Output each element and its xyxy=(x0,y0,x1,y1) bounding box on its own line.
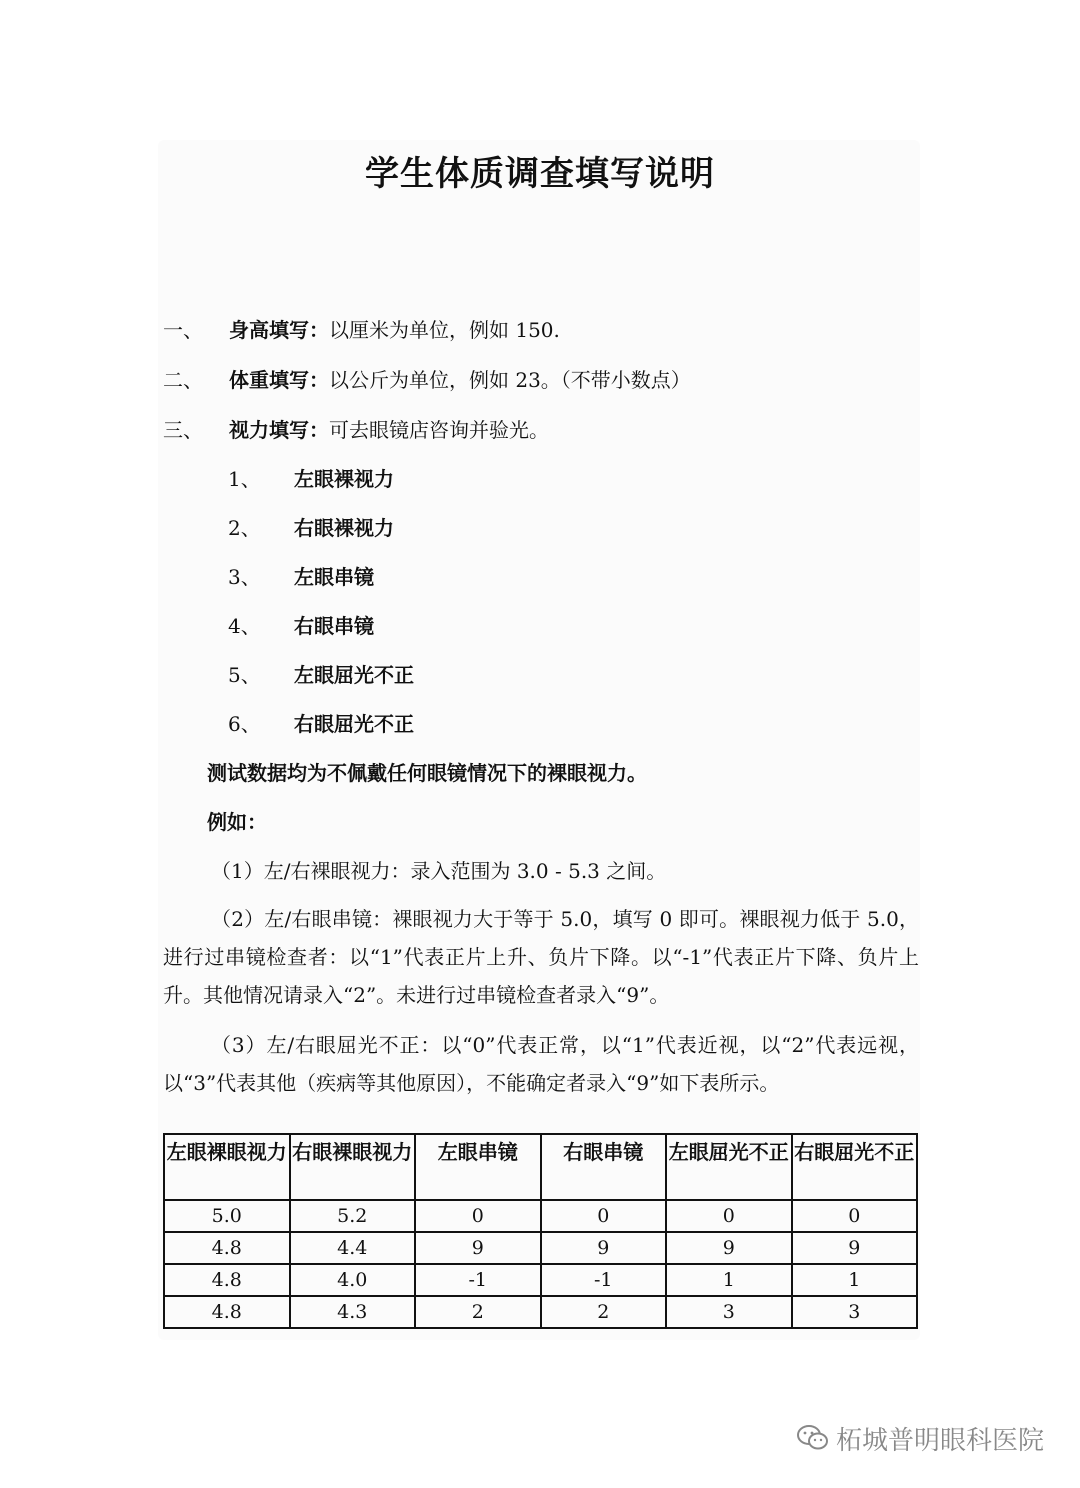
table-row xyxy=(164,1264,917,1296)
section-number: 一、 xyxy=(163,318,203,342)
item-text: 右眼裸视力 xyxy=(294,516,394,540)
table-header: 右眼串镜 xyxy=(541,1134,667,1200)
page-title: 学生体质调查填写说明 xyxy=(365,154,715,194)
table-row xyxy=(164,1232,917,1264)
table-header: 右眼裸眼视力 xyxy=(290,1134,416,1200)
item-text: 右眼串镜 xyxy=(294,614,374,638)
section-label: 体重填写： xyxy=(229,368,329,392)
item-number: 3、 xyxy=(228,565,261,589)
table-cell: 4.8 xyxy=(164,1232,290,1264)
paragraph-range: （1）左/右裸眼视力：录入范围为 3.0 - 5.3 之间。 xyxy=(211,859,667,883)
table-cell: 2 xyxy=(415,1296,541,1328)
section-text: 以公斤为单位，例如 23。（不带小数点） xyxy=(329,368,691,392)
note-text: 测试数据均为不佩戴任何眼镜情况下的裸眼视力。 xyxy=(207,761,647,785)
table-header: 右眼屈光不正 xyxy=(792,1134,918,1200)
vision-item xyxy=(228,710,414,738)
item-number: 2、 xyxy=(228,516,261,540)
table-header-row xyxy=(164,1134,917,1200)
section-vision xyxy=(163,416,549,444)
table-cell: 5.0 xyxy=(164,1200,290,1232)
table-cell: 0 xyxy=(415,1200,541,1232)
table-cell: 1 xyxy=(792,1264,918,1296)
table-header: 左眼屈光不正 xyxy=(666,1134,792,1200)
table-cell: 0 xyxy=(666,1200,792,1232)
table-cell: -1 xyxy=(415,1264,541,1296)
section-text: 以厘米为单位，例如 150. xyxy=(329,318,560,342)
vision-item xyxy=(228,514,394,542)
table-cell: 4.4 xyxy=(290,1232,416,1264)
table-cell: 3 xyxy=(666,1296,792,1328)
vision-item xyxy=(228,612,374,640)
section-number: 三、 xyxy=(163,418,203,442)
vision-item xyxy=(228,563,374,591)
item-number: 6、 xyxy=(228,712,261,736)
vision-item xyxy=(228,661,414,689)
vision-item xyxy=(228,465,394,493)
item-number: 1、 xyxy=(228,467,261,491)
item-text: 左眼串镜 xyxy=(294,565,374,589)
example-label: 例如： xyxy=(207,810,267,834)
section-number: 二、 xyxy=(163,368,203,392)
section-height xyxy=(163,316,560,344)
item-number: 5、 xyxy=(228,663,261,687)
table-cell: 9 xyxy=(792,1232,918,1264)
table-row xyxy=(164,1296,917,1328)
item-text: 右眼屈光不正 xyxy=(294,712,414,736)
section-text: 可去眼镜店咨询并验光。 xyxy=(329,418,549,442)
table-row xyxy=(164,1200,917,1232)
section-weight xyxy=(163,366,691,394)
example-table xyxy=(163,1133,918,1329)
item-text: 左眼裸视力 xyxy=(294,467,394,491)
table-cell: 3 xyxy=(792,1296,918,1328)
item-number: 4、 xyxy=(228,614,261,638)
table-cell: 4.8 xyxy=(164,1296,290,1328)
section-label: 身高填写： xyxy=(229,318,329,342)
wechat-icon xyxy=(796,1424,830,1459)
table-cell: 0 xyxy=(541,1200,667,1232)
section-label: 视力填写： xyxy=(229,418,329,442)
item-text: 左眼屈光不正 xyxy=(294,663,414,687)
table-cell: 5.2 xyxy=(290,1200,416,1232)
table-cell: 1 xyxy=(666,1264,792,1296)
table-cell: 9 xyxy=(415,1232,541,1264)
table-cell: 4.0 xyxy=(290,1264,416,1296)
table-cell: 9 xyxy=(541,1232,667,1264)
table-cell: 4.8 xyxy=(164,1264,290,1296)
table-cell: -1 xyxy=(541,1264,667,1296)
watermark xyxy=(796,1420,1044,1459)
table-header: 左眼裸眼视力 xyxy=(164,1134,290,1200)
table-cell: 4.3 xyxy=(290,1296,416,1328)
table-cell: 2 xyxy=(541,1296,667,1328)
table-header: 左眼串镜 xyxy=(415,1134,541,1200)
watermark-text: 柘城普明眼科医院 xyxy=(835,1426,1044,1456)
paragraph-lens: （2）左/右眼串镜：裸眼视力大于等于 5.0，填写 0 即可。裸眼视力低于 5.0，进行过串镜检查者：以“1”代表正片上升、负片下降。以“-1”代表正片下降、负片上升。其他情况请录入“2”。未进行过串镜检查者录入“9”。 xyxy=(163,907,919,1007)
table-cell: 0 xyxy=(792,1200,918,1232)
paragraph-refraction: （3）左/右眼屈光不正：以“0”代表正常，以“1”代表近视，以“2”代表远视，以“3”代表其他（疾病等其他原因），不能确定者录入“9”如下表所示。 xyxy=(163,1033,919,1095)
table-cell: 9 xyxy=(666,1232,792,1264)
